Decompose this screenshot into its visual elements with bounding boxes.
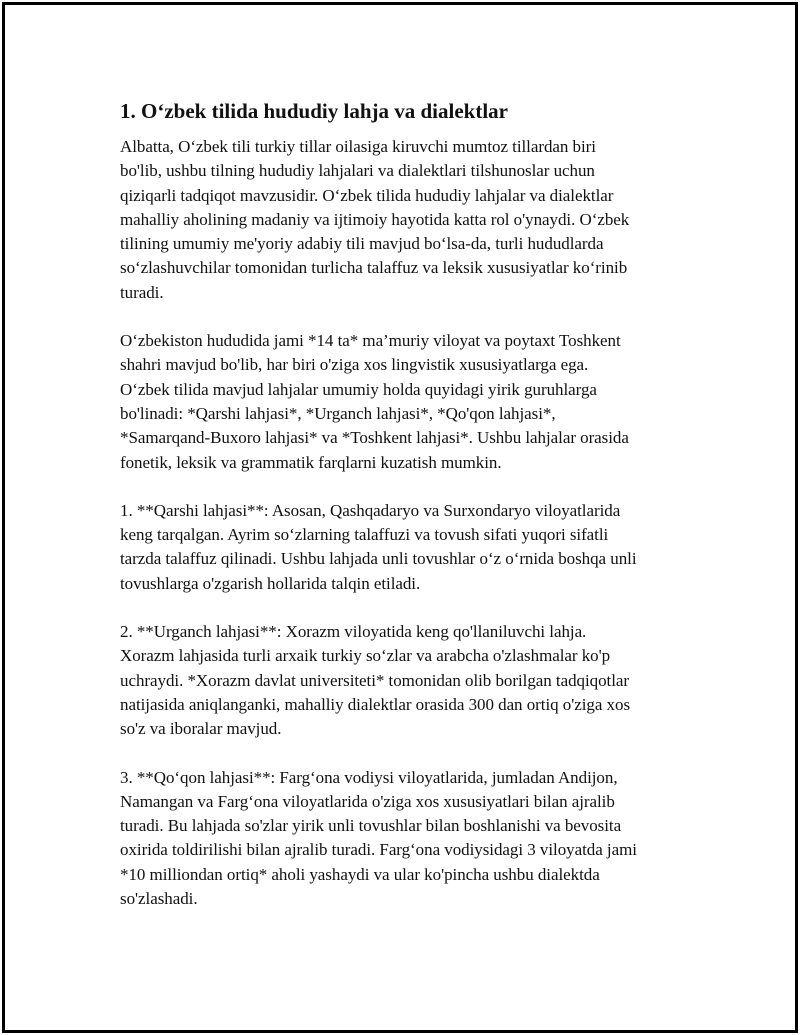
text-line: turadi. Bu lahjada so'zlar yirik unli tovushlar bilan boshlanishi va bevosita <box>120 816 622 836</box>
document-title: 1. O‘zbek tilida hududiy lahja va dialektlar <box>120 99 508 123</box>
text-line: O‘zbekiston hududida jami *14 ta* ma’muriy viloyat va poytaxt Toshkent <box>120 331 621 351</box>
text-line: *Samarqand-Buxoro lahjasi* va *Toshkent lahjasi*. Ushbu lahjalar orasida <box>120 428 629 448</box>
paragraph-qarshi <box>120 499 690 596</box>
text-line: mahalliy aholining madaniy va ijtimoiy hayotida katta rol o'ynaydi. O‘zbek <box>120 209 630 229</box>
text-line: bo'lib, ushbu tilning hududiy lahjalari va dialektlari tilshunoslar uchun <box>120 161 595 181</box>
text-line: Xorazm lahjasida turli arxaik turkiy so‘zlar va arabcha o'zlashmalar ko'p <box>120 646 611 666</box>
paragraph-intro <box>120 135 690 305</box>
paragraph-regions <box>120 329 690 475</box>
text-line: so‘zlashuvchilar tomonidan turlicha talaffuz va leksik xususiyatlar ko‘rinib <box>120 258 628 278</box>
text-line: Albatta, O‘zbek tili turkiy tillar oilasiga kiruvchi mumtoz tillardan biri <box>120 137 596 156</box>
document-body <box>120 97 690 935</box>
text-line: qiziqarli tadqiqot mavzusidir. O‘zbek tilida hududiy lahjalar va dialektlar <box>120 185 614 205</box>
text-line: so'z va iboralar mavjud. <box>120 719 282 739</box>
text-line: 2. **Urganch lahjasi**: Xorazm viloyatida keng qo'llaniluvchi lahja. <box>120 622 587 642</box>
text-line: turadi. <box>120 282 164 302</box>
text-line: shahri mavjud bo'lib, har biri o'ziga xos lingvistik xususiyatlarga ega. <box>120 355 589 375</box>
text-line: tovushlarga o'zgarish hollarida talqin etiladi. <box>120 573 421 593</box>
text-line: natijasida aniqlanganki, mahalliy dialektlar orasida 300 dan ortiq o'ziga xos <box>120 694 631 714</box>
text-line: oxirida toldirilishi bilan ajralib turadi. Farg‘ona vodiysidagi 3 viloyatda jami <box>120 840 637 860</box>
text-line: so'zlashadi. <box>120 889 198 909</box>
text-line: tarzda talaffuz qilinadi. Ushbu lahjada unli tovushlar o‘z o‘rnida boshqa unli <box>120 549 637 569</box>
text-line: keng tarqalgan. Ayrim so‘zlarning talaffuzi va tovush sifati yuqori sifatli <box>120 525 609 545</box>
text-line: uchraydi. *Xorazm davlat universiteti* tomonidan olib borilgan tadqiqotlar <box>120 670 630 690</box>
document-page <box>2 2 798 1033</box>
text-line: Namangan va Farg‘ona viloyatlarida o'ziga xos xususiyatlari bilan ajralib <box>120 791 615 811</box>
paragraph-urganch <box>120 620 690 741</box>
paragraph-qoqon <box>120 766 690 912</box>
text-line: O‘zbek tilida mavjud lahjalar umumiy holda quyidagi yirik guruhlarga <box>120 379 597 399</box>
text-line: *10 milliondan ortiq* aholi yashaydi va ular ko'pincha ushbu dialektda <box>120 864 600 884</box>
text-line: 1. **Qarshi lahjasi**: Asosan, Qashqadaryo va Surxondaryo viloyatlarida <box>120 500 621 520</box>
text-line: tilining umumiy me'yoriy adabiy tili mavjud bo‘lsa-da, turli hududlarda <box>120 234 604 254</box>
text-line: fonetik, leksik va grammatik farqlarni kuzatish mumkin. <box>120 452 502 472</box>
text-line: 3. **Qo‘qon lahjasi**: Farg‘ona vodiysi viloyatlarida, jumladan Andijon, <box>120 767 618 787</box>
text-line: bo'linadi: *Qarshi lahjasi*, *Urganch lahjasi*, *Qo'qon lahjasi*, <box>120 403 556 423</box>
